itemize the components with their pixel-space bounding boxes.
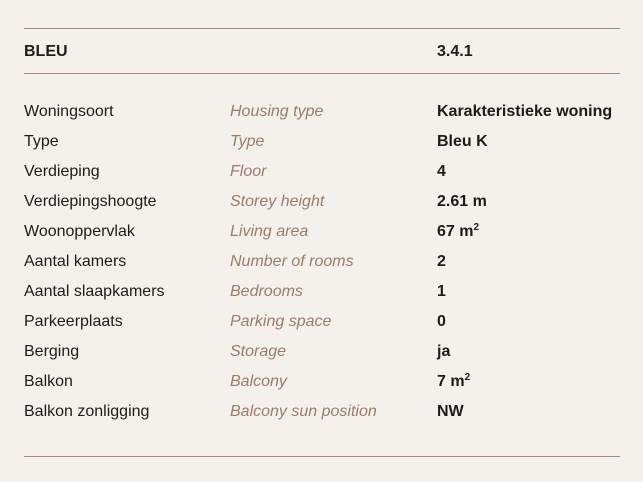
spec-row-storey-height	[0, 192, 643, 222]
english-label: Number of rooms	[230, 253, 354, 270]
spec-table	[0, 102, 643, 432]
dutch-label: Woonoppervlak	[24, 223, 135, 240]
spec-value	[437, 372, 470, 392]
dutch-label: Woningsoort	[24, 103, 114, 120]
english-label: Living area	[230, 223, 309, 240]
spec-value	[437, 402, 464, 422]
spec-row-storage	[0, 342, 643, 372]
header-divider	[24, 73, 620, 74]
unit-superscript: 2	[473, 222, 480, 233]
unit-superscript: 2	[464, 372, 471, 383]
english-label: Floor	[230, 163, 267, 180]
value-text: NW	[437, 403, 464, 420]
bottom-divider	[24, 456, 620, 457]
building-name: BLEU	[24, 43, 68, 60]
spec-header	[0, 42, 643, 62]
spec-row-balcony	[0, 372, 643, 402]
dutch-label: Verdieping	[24, 163, 100, 180]
spec-row-housing-type	[0, 102, 643, 132]
spec-row-bedrooms	[0, 282, 643, 312]
value-text: 2.61 m	[437, 193, 487, 210]
spec-value	[437, 192, 487, 212]
spec-row-floor	[0, 162, 643, 192]
dutch-label: Parkeerplaats	[24, 313, 123, 330]
dutch-label: Aantal slaapkamers	[24, 283, 165, 300]
english-label: Type	[230, 133, 265, 150]
spec-value	[437, 252, 446, 272]
dutch-label: Verdiepingshoogte	[24, 193, 157, 210]
english-label: Storage	[230, 343, 287, 360]
spec-value	[437, 102, 612, 122]
value-text: Bleu K	[437, 133, 488, 150]
english-label: Balcony sun position	[230, 403, 377, 420]
spec-value	[437, 312, 446, 332]
spec-row-living-area	[0, 222, 643, 252]
spec-value	[437, 132, 488, 152]
value-text: ja	[437, 343, 451, 360]
spec-value	[437, 342, 450, 362]
dutch-label: Type	[24, 133, 59, 150]
value-text: 67 m	[437, 223, 474, 240]
value-text: Karakteristieke woning	[437, 103, 613, 120]
spec-row-parking	[0, 312, 643, 342]
dutch-label: Aantal kamers	[24, 253, 127, 270]
spec-row-balcony-sun	[0, 402, 643, 432]
spec-row-type	[0, 132, 643, 162]
dutch-label: Balkon zonligging	[24, 403, 150, 420]
value-text: 4	[437, 163, 446, 180]
dutch-label: Balkon	[24, 373, 73, 390]
spec-row-rooms	[0, 252, 643, 282]
english-label: Bedrooms	[230, 283, 303, 300]
english-label: Parking space	[230, 313, 332, 330]
spec-value	[437, 222, 479, 242]
spec-value	[437, 162, 446, 182]
english-label: Housing type	[230, 103, 324, 120]
value-text: 2	[437, 253, 446, 270]
top-divider	[24, 28, 620, 29]
unit-code: 3.4.1	[437, 43, 473, 60]
value-text: 0	[437, 313, 446, 330]
dutch-label: Berging	[24, 343, 80, 360]
english-label: Balcony	[230, 373, 287, 390]
spec-value	[437, 282, 446, 302]
value-text: 1	[437, 283, 446, 300]
english-label: Storey height	[230, 193, 325, 210]
value-text: 7 m	[437, 373, 465, 390]
